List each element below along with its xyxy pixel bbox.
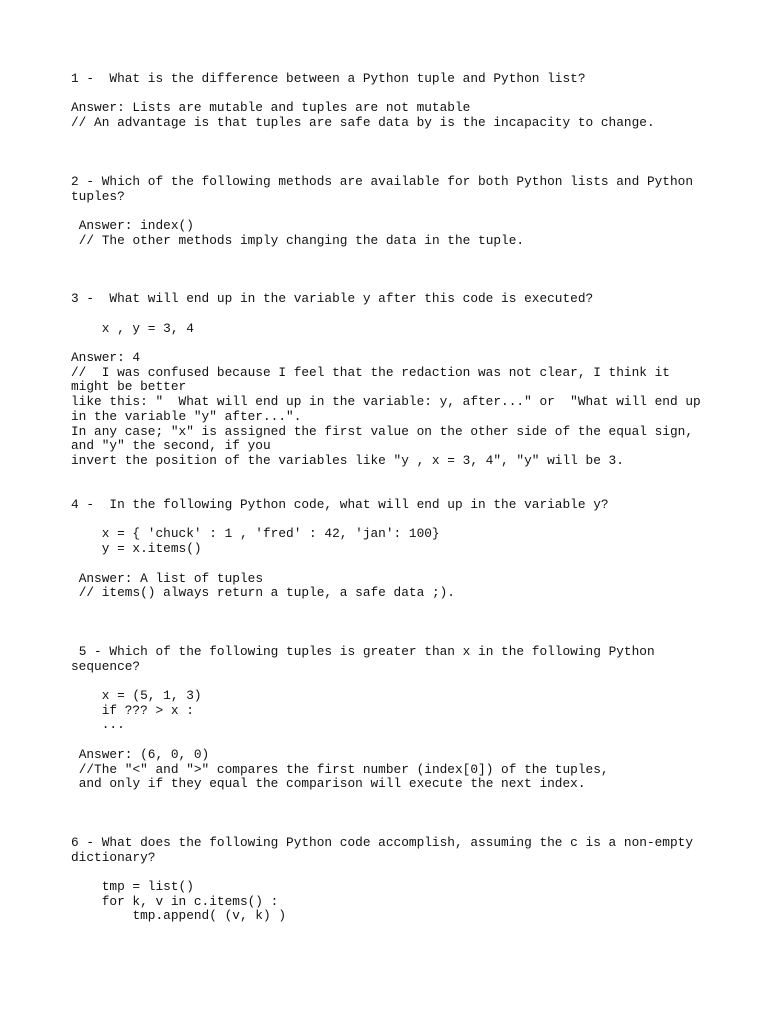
question-1-answer: Answer: Lists are mutable and tuples are not mutable bbox=[71, 100, 471, 116]
question-2-text: 2 - Which of the following methods are available for both Python lists and Python tuples? bbox=[71, 173, 701, 204]
question-6 bbox=[71, 836, 701, 924]
question-2-comment: // The other methods imply changing the data in the tuple. bbox=[71, 232, 525, 248]
question-4-code-line: y = x.items() bbox=[71, 541, 202, 557]
question-5-text: 5 - Which of the following tuples is greater than x in the following Python sequence? bbox=[71, 643, 663, 674]
question-6-code-line: for k, v in c.items() : bbox=[71, 893, 279, 909]
question-4-text: 4 - In the following Python code, what will end up in the variable y? bbox=[71, 497, 609, 513]
question-3-text: 3 - What will end up in the variable y after this code is executed? bbox=[71, 291, 594, 307]
question-1 bbox=[71, 72, 701, 131]
question-4-answer: Answer: A list of tuples bbox=[71, 570, 263, 586]
question-5-code-line: ... bbox=[71, 717, 125, 733]
question-5-code-line: x = (5, 1, 3) bbox=[71, 688, 202, 704]
question-4 bbox=[71, 498, 701, 601]
question-3-comment-line: like this: " What will end up in the variable: y, after..." or "What will end up in the variable "y" after...". bbox=[71, 394, 709, 424]
question-6-text: 6 - What does the following Python code accomplish, assuming the c is a non-empty dictionary? bbox=[71, 834, 701, 865]
question-5-comment-line: and only if they equal the comparison will execute the next index. bbox=[71, 776, 586, 792]
question-1-comment: // An advantage is that tuples are safe data by is the incapacity to change. bbox=[71, 115, 655, 131]
question-1-text: 1 - What is the difference between a Python tuple and Python list? bbox=[71, 71, 586, 86]
question-4-code-line: x = { 'chuck' : 1 , 'fred' : 42, 'jan': 100} bbox=[71, 526, 440, 542]
question-4-comment: // items() always return a tuple, a safe data ;). bbox=[71, 585, 455, 601]
question-5-answer: Answer: (6, 0, 0) bbox=[71, 746, 210, 762]
question-5-code-line: if ??? > x : bbox=[71, 702, 194, 718]
question-6-code-line: tmp = list() bbox=[71, 879, 194, 895]
question-6-code-line: tmp.append( (v, k) ) bbox=[71, 908, 287, 924]
question-3-comment-line: In any case; "x" is assigned the first value on the other side of the equal sign, and "y" the second, if you bbox=[71, 423, 701, 454]
question-3-comment-line: // I was confused because I feel that the redaction was not clear, I think it might be better bbox=[71, 364, 678, 395]
question-3-comment-line: invert the position of the variables like "y , x = 3, 4", "y" will be 3. bbox=[71, 453, 624, 468]
question-3-code: x , y = 3, 4 bbox=[71, 320, 194, 336]
document-page bbox=[71, 71, 709, 924]
question-3-answer: Answer: 4 bbox=[71, 350, 141, 366]
question-3 bbox=[71, 291, 709, 468]
question-5 bbox=[71, 645, 701, 792]
question-2 bbox=[71, 175, 701, 249]
question-2-answer: Answer: index() bbox=[71, 217, 194, 233]
question-5-comment-line: //The "<" and ">" compares the first number (index[0]) of the tuples, bbox=[71, 761, 609, 777]
